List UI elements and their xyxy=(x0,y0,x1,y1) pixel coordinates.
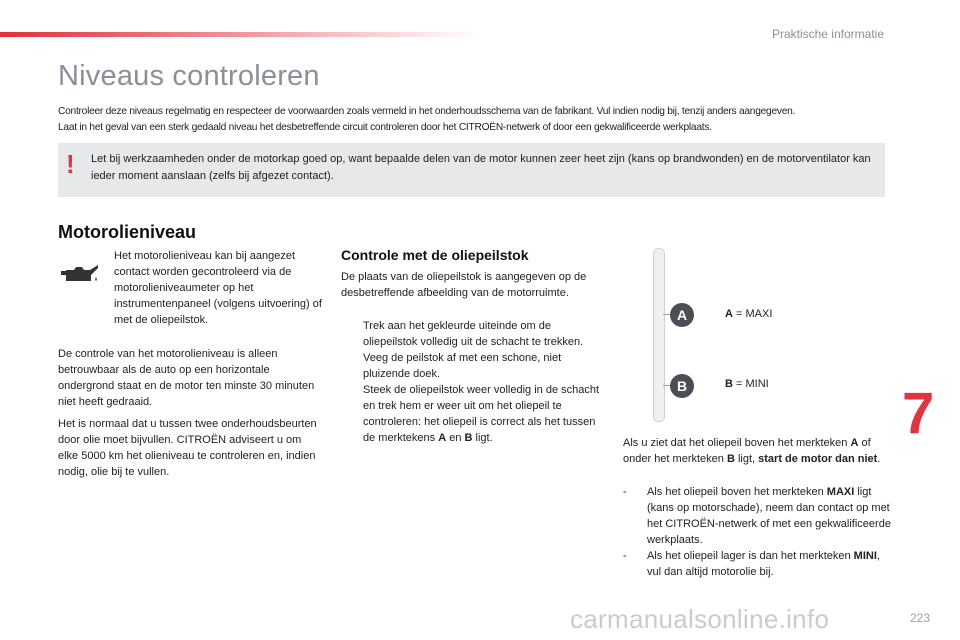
warning-text: Let bij werkzaamheden onder de motorkap goed op, want bepaalde delen van de motor kunnen zeer heet zijn (kans op brandwonden) en de motorventilator kan ieder moment aanslaan (zelfs bij afgezet contact). xyxy=(91,153,871,182)
list-item: - Als het oliepeil lager is dan het merkteken MINI, vul dan altijd motorolie bij. xyxy=(623,550,880,578)
list-item: Veeg de peilstok af met een schone, niet pluizende doek. xyxy=(363,352,562,380)
above-level-paragraph: Als u ziet dat het oliepeil boven het merkteken A of onder het merkteken B ligt, start de motor dan niet. xyxy=(623,437,881,465)
header-accent-bar xyxy=(0,32,480,37)
list-item: Trek aan het gekleurde uiteinde om de oliepeilstok volledig uit de schacht te trekken. xyxy=(363,320,584,348)
list-item: Steek de oliepeilstok weer volledig in de schacht en trek hem er weer uit om het oliepeil te controleren: het oliepeil is correct als het tussen de merktekens A en B ligt. xyxy=(363,384,600,444)
chapter-number: 7 xyxy=(902,381,935,446)
marker-a-icon: A xyxy=(670,303,694,327)
section-heading-motor-oil: Motorolieniveau xyxy=(58,222,197,242)
motor-paragraph-2: De controle van het motorolieniveau is alleen betrouwbaar als de auto op een horizontale ondergrond staat en de motor ten minste 30 minuten niet heeft gedraaid. xyxy=(58,348,315,408)
dipstick-illustration xyxy=(653,248,665,422)
page-number: 223 xyxy=(909,611,930,625)
label-max: A = MAXI xyxy=(725,308,773,320)
dipstick-steps xyxy=(341,318,606,446)
motor-paragraph-1: Het motorolieniveau kan bij aangezet contact worden gecontroleerd via de motorolieniveaumeter op het instrumentenpaneel (volgens uitvoering) of met de oliepeilstok. xyxy=(114,250,322,326)
watermark: carmanualsonline.info xyxy=(570,604,830,634)
oil-can-icon xyxy=(60,261,100,287)
warning-box xyxy=(58,143,885,197)
intro-line-2: Laat in het geval van een sterk gedaald niveau het desbetreffende circuit controleren door het CITROËN-netwerk of door een gekwalificeerde werkplaats. xyxy=(58,122,712,133)
intro-text xyxy=(58,104,908,136)
page-title: Niveaus controleren xyxy=(58,60,320,92)
list-item: - Als het oliepeil boven het merkteken MAXI ligt (kans op motorschade), neem dan contact op met het CITROËN-netwerk of met een gekwalificeerde werkplaats. xyxy=(623,486,891,546)
marker-b-icon: B xyxy=(670,374,694,398)
intro-line-1: Controleer deze niveaus regelmatig en respecteer de voorwaarden zoals vermeld in het onderhoudsschema van de fabrikant. Vul indien nodig bij, tenzij anders aangegeven. xyxy=(58,106,796,117)
warning-icon: ! xyxy=(66,149,75,179)
section-label: Praktische informatie xyxy=(771,27,884,41)
level-actions-list xyxy=(623,484,891,580)
dipstick-intro: De plaats van de oliepeilstok is aangegeven op de desbetreffende afbeelding van de motorruimte. xyxy=(341,271,587,299)
section-heading-dipstick: Controle met de oliepeilstok xyxy=(341,247,529,263)
label-min: B = MINI xyxy=(725,378,769,390)
motor-paragraph-3: Het is normaal dat u tussen twee onderhoudsbeurten door olie moet bijvullen. CITROËN adviseert u om elke 5000 km het olieniveau te controleren en, indien nodig, olie bij te vullen. xyxy=(58,418,317,478)
